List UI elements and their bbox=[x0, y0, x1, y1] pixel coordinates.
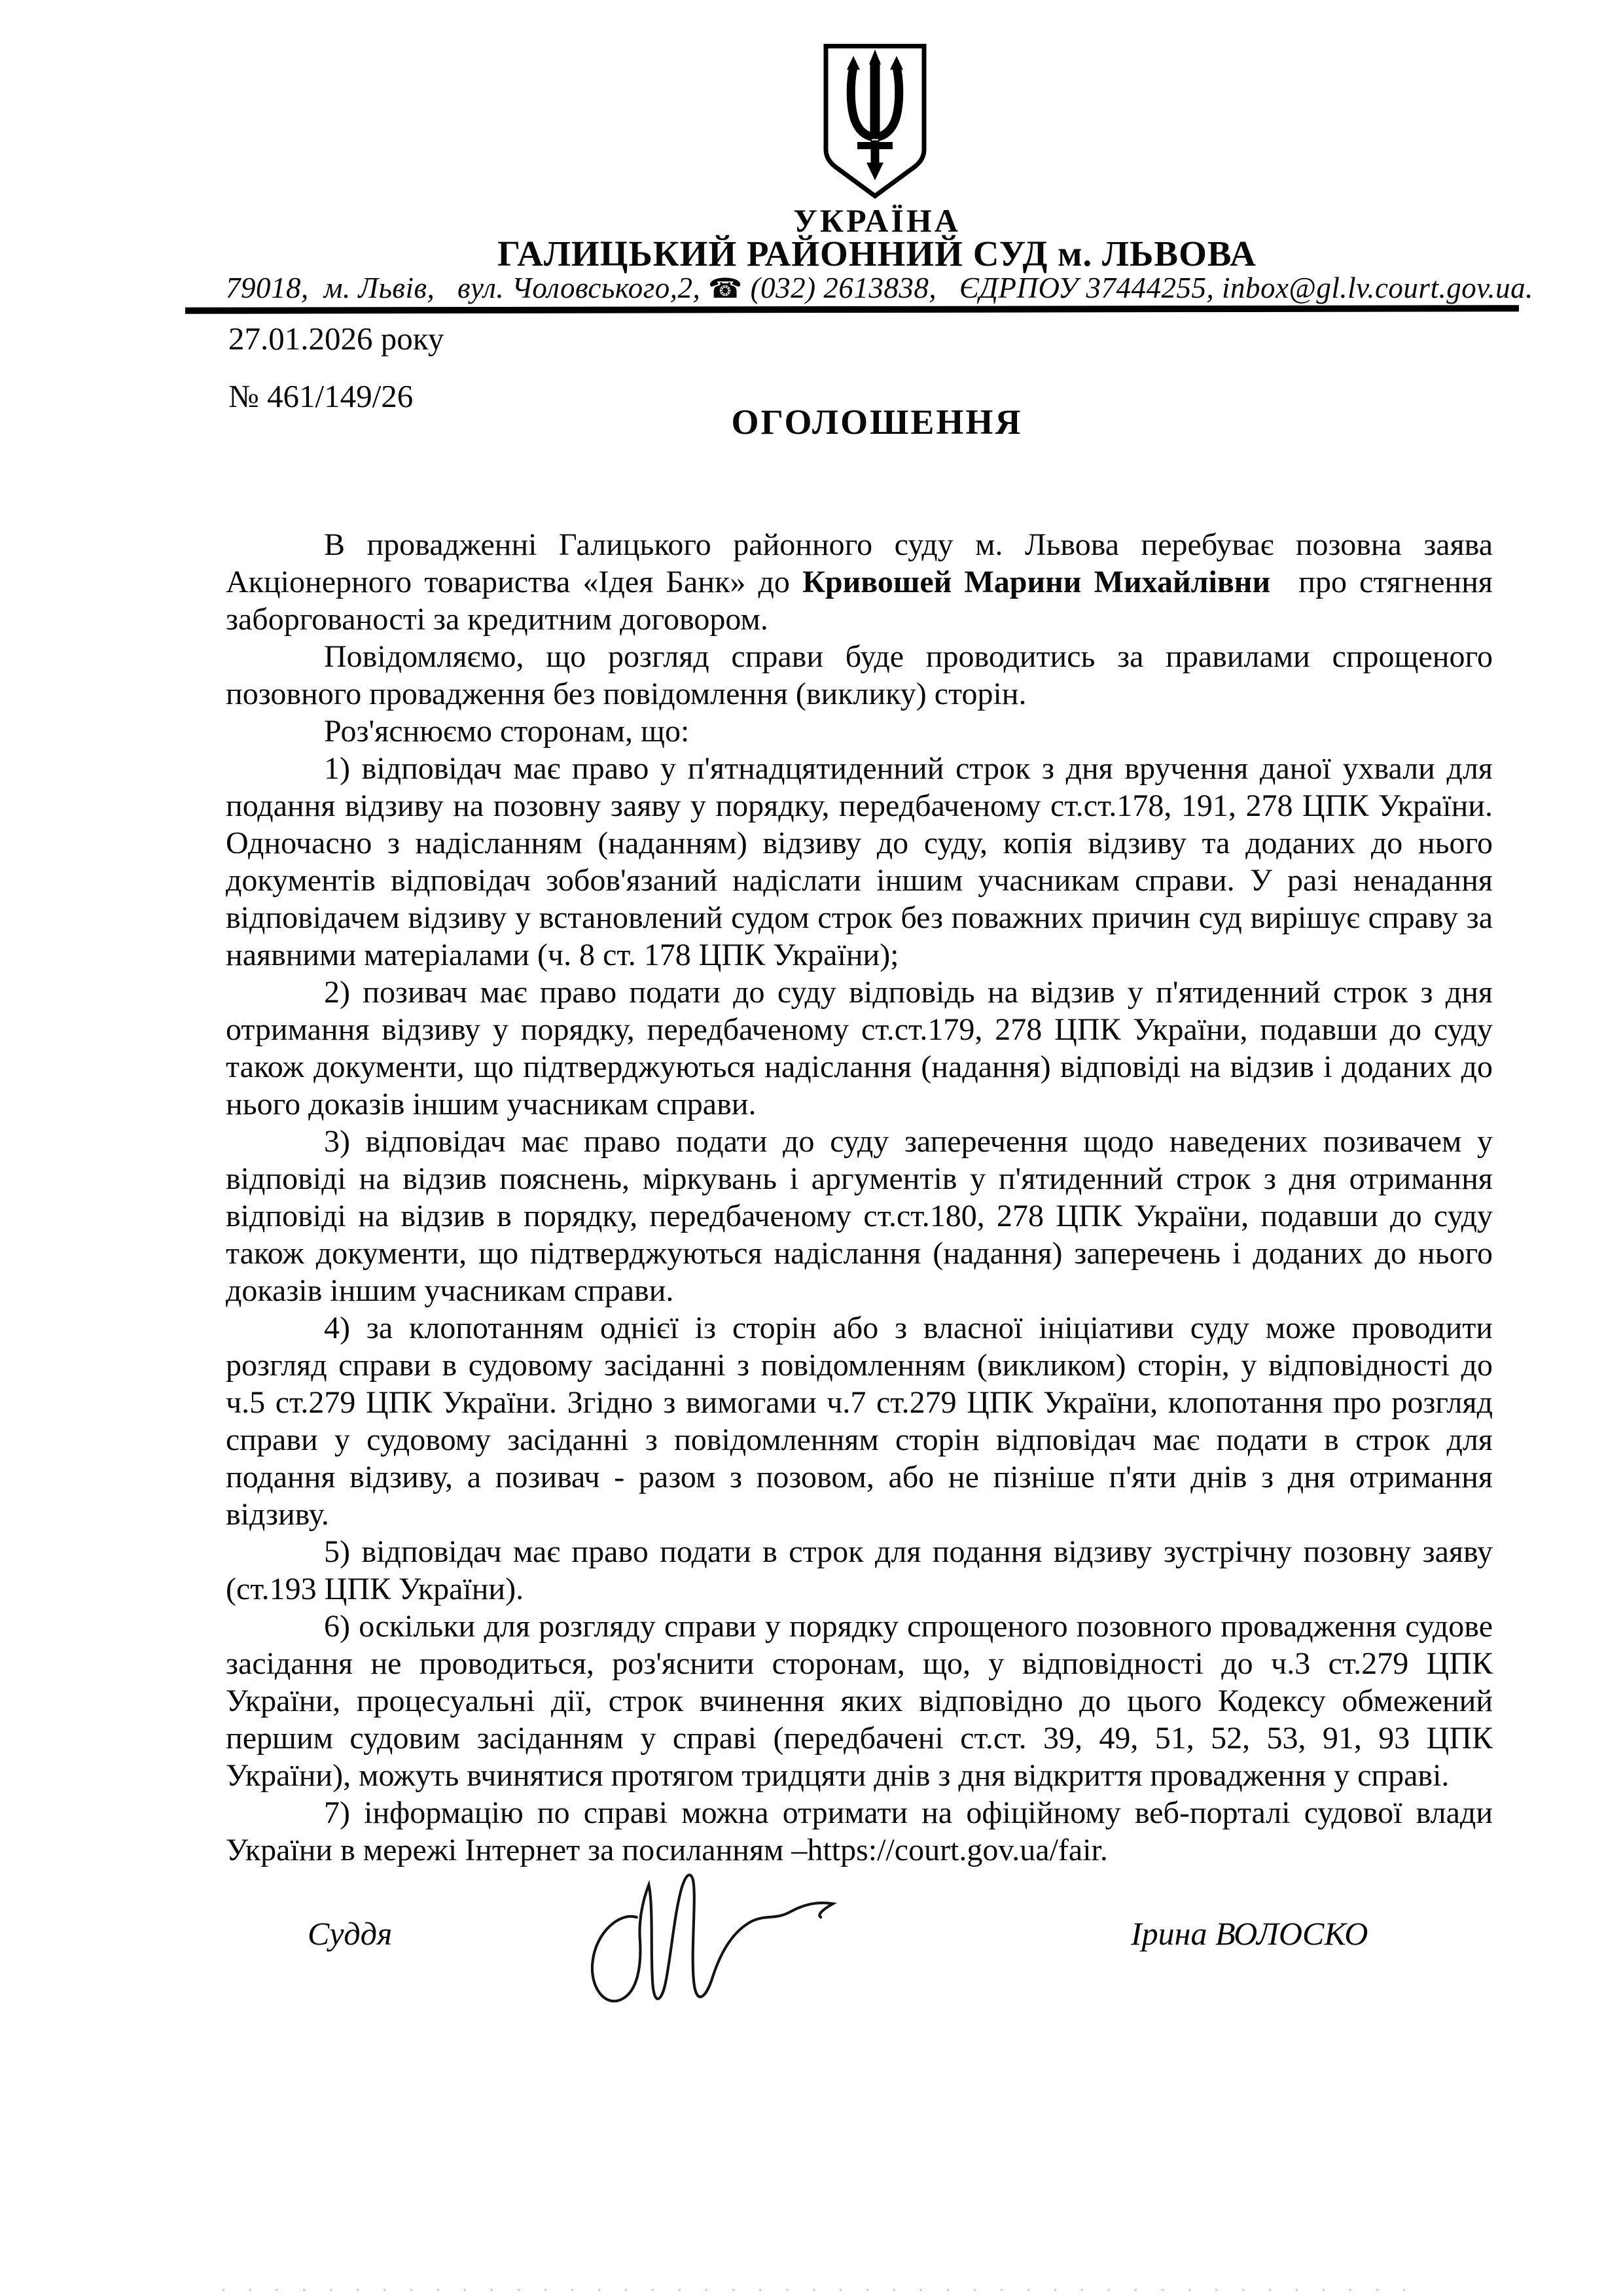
court-address-start: 79018, м. Львів, вул. Чоловського,2, bbox=[226, 272, 709, 304]
list-item-5: 5) відповідач має право подати в строк для подання відзиву зустрічну позовну заяву (ст.193 ЦПК України). bbox=[226, 1534, 1493, 1606]
paragraph-case-intro bbox=[226, 526, 1493, 638]
header-divider bbox=[185, 305, 1519, 314]
country-name: УКРАЇНА bbox=[793, 202, 961, 239]
ukraine-trident-emblem-icon bbox=[819, 39, 931, 203]
judge-signature bbox=[555, 1836, 921, 2032]
list-item-2: 2) позивач має право подати до суду відповідь на відзив у п'ятиденний строк з дня отримання відзиву у порядку, передбаченому ст.ст.179, 278 ЦПК України, подавши до суду також документи, що підтверджуються надіслання (надання) відповіді на відзив і доданих до нього доказів іншим учасникам справи. bbox=[226, 975, 1493, 1122]
court-address bbox=[226, 271, 1533, 305]
scan-noise bbox=[223, 2289, 1427, 2291]
list-item-7: 7) інформацію по справі можна отримати на офіційному веб-порталі судової влади України в мережі Інтернет за посиланням –https://court.gov.ua/fair. bbox=[226, 1795, 1493, 1867]
document-body bbox=[226, 526, 1493, 1869]
signature-role-label: Суддя bbox=[308, 1915, 393, 1952]
list-item-1: 1) відповідач має право у п'ятнадцятиденний строк з дня вручення даної ухвали для подання відзиву на позовну заяву у порядку, передбаченому ст.ст.178, 191, 278 ЦПК України. Одночасно з надісланням (наданням) відзиву до суду, копія відзиву та доданих до нього документів відповідач зобов'язаний надіслати іншим учасникам справи. У разі ненадання відповідачем відзиву у встановлений судом строк без поважних причин суд вирішує справу за наявними матеріалами (ч. 8 ст. 178 ЦПК України); bbox=[226, 751, 1493, 972]
paragraph-procedure-note: Повідомляємо, що розгляд справи буде проводитись за правилами спрощеного позовного провадження без повідомлення (виклику) сторін. bbox=[226, 639, 1493, 711]
list-item-4: 4) за клопотанням однієї із сторін або з власної ініціативи суду може проводити розгляд справи в судовому засіданні з повідомленням (викликом) сторін, у відповідності до ч.5 ст.279 ЦПК України. Згідно з вимогами ч.7 ст.279 ЦПК України, клопотання про розгляд справи у судовому засіданні з повідомленням сторін відповідач має подати в строк для подання відзиву, а позивач - разом з позовом, або не пізніше п'яти днів з дня отримання відзиву. bbox=[226, 1311, 1493, 1532]
case-intro-start: В провадженні Галицького районного суду м. Львова перебуває позовна заява Акціонерного товариства «Ідея Банк» до bbox=[226, 527, 1493, 599]
case-number: № 461/149/26 bbox=[228, 378, 414, 414]
court-address-end: (032) 2613838, ЄДРПОУ 37444255, inbox@gl.lv.court.gov.ua. bbox=[742, 272, 1533, 304]
list-item-3: 3) відповідач має право подати до суду заперечення щодо наведених позивачем у відповіді на відзив пояснень, міркувань і аргументів у п'ятиденний строк з дня отримання відповіді на відзив в порядку, передбаченому ст.ст.180, 278 ЦПК України, подавши до суду також документи, що підтверджуються надіслання (надання) заперечень і доданих до нього доказів іншим учасникам справи. bbox=[226, 1124, 1493, 1308]
list-item-6: 6) оскільки для розгляду справи у порядку спрощеного позовного провадження судове засідання не проводиться, роз'яснити сторонам, що, у відповідності до ч.3 ст.279 ЦПК України, процесуальні дії, строк вчинення яких відповідно до цього Кодексу обмежений першим судовим засіданням у справі (передбачені ст.ст. 39, 49, 51, 52, 53, 91, 93 ЦПК України), можуть вчинятися протягом тридцяти днів з дня відкриття провадження у справі. bbox=[226, 1609, 1493, 1793]
document-date: 27.01.2026 року bbox=[228, 321, 444, 357]
case-intro-end: про стягнення заборгованості за кредитним договором. bbox=[226, 565, 1493, 637]
paragraph-clarification-intro: Роз'яснюємо сторонам, що: bbox=[324, 714, 690, 749]
document-title: ОГОЛОШЕННЯ bbox=[731, 402, 1023, 442]
judge-name: Ірина ВОЛОСКО bbox=[1131, 1915, 1368, 1952]
court-name: ГАЛИЦЬКИЙ РАЙОННИЙ СУД м. ЛЬВОВА bbox=[497, 234, 1257, 274]
defendant-name: Кривошей Марини Михайлівни bbox=[802, 565, 1271, 599]
phone-icon: ☎ bbox=[708, 272, 743, 304]
